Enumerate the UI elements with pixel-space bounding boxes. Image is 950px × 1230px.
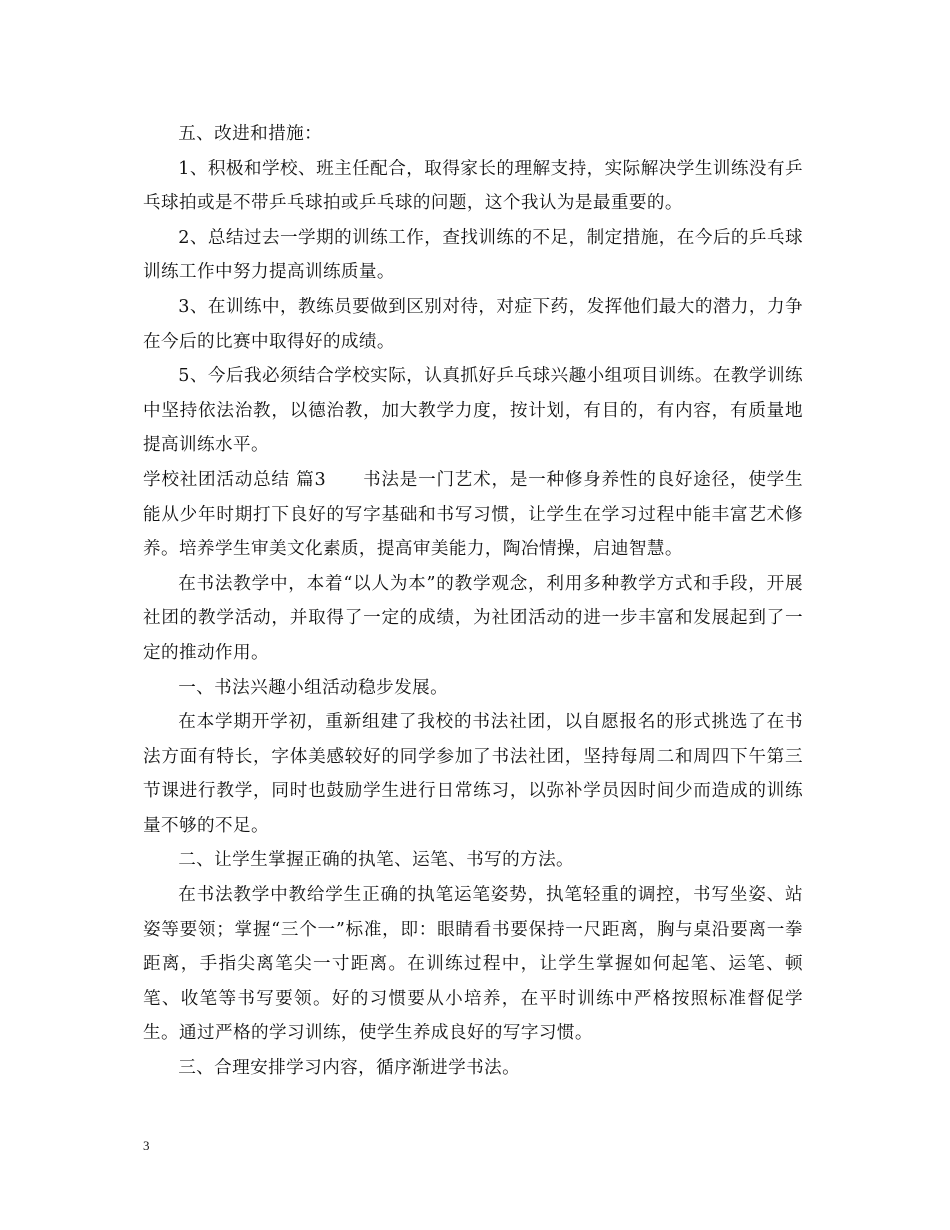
document-body <box>143 117 803 1086</box>
paragraph: 在书法教学中教给学生正确的执笔运笔姿势，执笔轻重的调控，书写坐姿、站姿等要领；掌握“三个一”标准，即：眼睛看书要保持一尺距离，胸与桌沿要离一拳距离，手指尖离笔尖一寸距离。在训练过程中，让学生掌握如何起笔、运笔、顿笔、收笔等书写要领。好的习惯要从小培养，在平时训练中严格按照标准督促学生。通过严格的学习训练，使学生养成良好的写字习惯。 <box>143 885 803 1044</box>
section-heading: 二、让学生掌握正确的执笔、运笔、书写的方法。 <box>178 850 575 871</box>
paragraph: 在书法教学中，本着“以人为本”的教学观念，利用多种教学方式和手段，开展社团的教学活动，并取得了一定的成绩，为社团活动的进一步丰富和发展起到了一定的推动作用。 <box>143 573 803 663</box>
paragraph: 2、总结过去一学期的训练工作，查找训练的不足，制定措施，在今后的乒乓球训练工作中努力提高训练质量。 <box>143 227 803 283</box>
section-heading: 一、书法兴趣小组活动稳步发展。 <box>178 677 449 698</box>
section-heading-improvements: 五、改进和措施： <box>178 124 323 144</box>
paragraph: 在本学期开学初，重新组建了我校的书法社团，以自愿报名的形式挑选了在书法方面有特长，字体美感较好的同学参加了书法社团，坚持每周二和周四下午第三节课进行教学，同时也鼓励学生进行日常练习，以弥补学员因时间少而造成的训练量不够的不足。 <box>143 712 803 836</box>
section-heading: 三、合理安排学习内容，循序渐进学书法。 <box>178 1058 521 1079</box>
page-number: 3 <box>143 1138 150 1153</box>
paragraph: 1、积极和学校、班主任配合，取得家长的理解支持，实际解决学生训练没有乒乓球拍或是不带乒乓球拍或乒乓球的问题，这个我认为是最重要的。 <box>143 158 803 214</box>
article-title-paragraph: 学校社团活动总结 篇3 书法是一门艺术，是一种修身养性的良好途径，使学生能从少年时期打下良好的写字基础和书写习惯，让学生在学习过程中能丰富艺术修养。培养学生审美文化素质，提高审美能力，陶冶情操，启迪智慧。 <box>143 469 803 560</box>
paragraph: 3、在训练中，教练员要做到区别对待，对症下药，发挥他们最大的潜力，力争在今后的比赛中取得好的成绩。 <box>143 296 803 352</box>
paragraph: 5、今后我必须结合学校实际，认真抓好乒乓球兴趣小组项目训练。在教学训练中坚持依法治教，以德治教，加大教学力度，按计划，有目的，有内容，有质量地提高训练水平。 <box>143 366 803 456</box>
